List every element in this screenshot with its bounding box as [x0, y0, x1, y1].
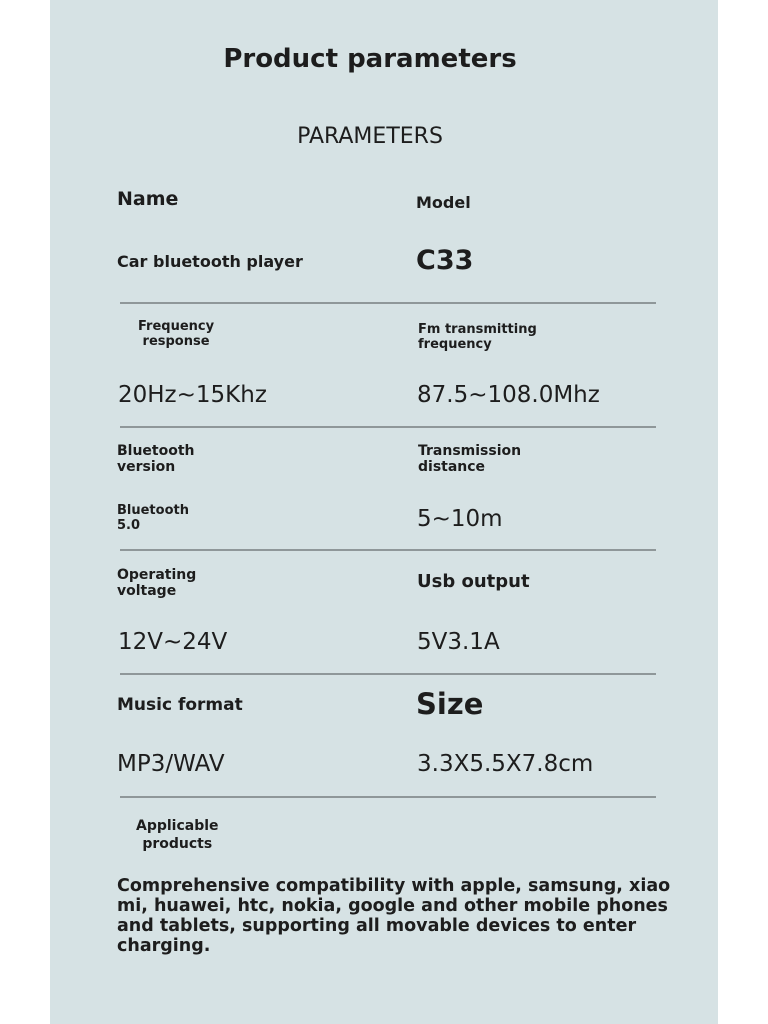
usb-output-label: Usb output	[417, 571, 530, 592]
divider	[120, 302, 656, 304]
operating-voltage-label: Operating voltage	[117, 567, 197, 599]
divider	[120, 673, 656, 675]
frequency-response-label: Frequency response	[138, 319, 215, 349]
frequency-response-value: 20Hz~15Khz	[118, 382, 267, 408]
transmission-distance-label: Transmission distance	[418, 443, 522, 475]
model-label: Model	[416, 193, 471, 212]
bluetooth-version-label: Bluetooth version	[117, 443, 195, 475]
music-format-label: Music format	[117, 695, 243, 715]
music-format-value: MP3/WAV	[117, 751, 225, 777]
divider	[120, 426, 656, 428]
applicable-products-label: Applicable products	[136, 818, 219, 852]
section-subtitle: PARAMETERS	[297, 124, 443, 149]
transmission-distance-value: 5~10m	[417, 506, 503, 532]
size-value: 3.3X5.5X7.8cm	[417, 751, 594, 777]
compatibility-note: Comprehensive compatibility with apple, samsung, xiao mi, huawei, htc, nokia, google and other mobile phones and tablets, supporting all movable devices to enter charging.	[117, 876, 671, 956]
page-title: Product parameters	[223, 44, 517, 74]
operating-voltage-value: 12V~24V	[118, 629, 228, 655]
name-value: Car bluetooth player	[117, 252, 303, 271]
model-value: C33	[416, 245, 474, 276]
divider	[120, 796, 656, 798]
bluetooth-version-value: Bluetooth 5.0	[117, 503, 189, 533]
fm-frequency-label: Fm transmitting frequency	[418, 322, 537, 352]
usb-output-value: 5V3.1A	[417, 629, 500, 655]
fm-frequency-value: 87.5~108.0Mhz	[417, 382, 600, 408]
parameters-panel	[50, 0, 718, 1024]
name-label: Name	[117, 188, 179, 210]
size-label: Size	[416, 687, 484, 721]
divider	[120, 549, 656, 551]
